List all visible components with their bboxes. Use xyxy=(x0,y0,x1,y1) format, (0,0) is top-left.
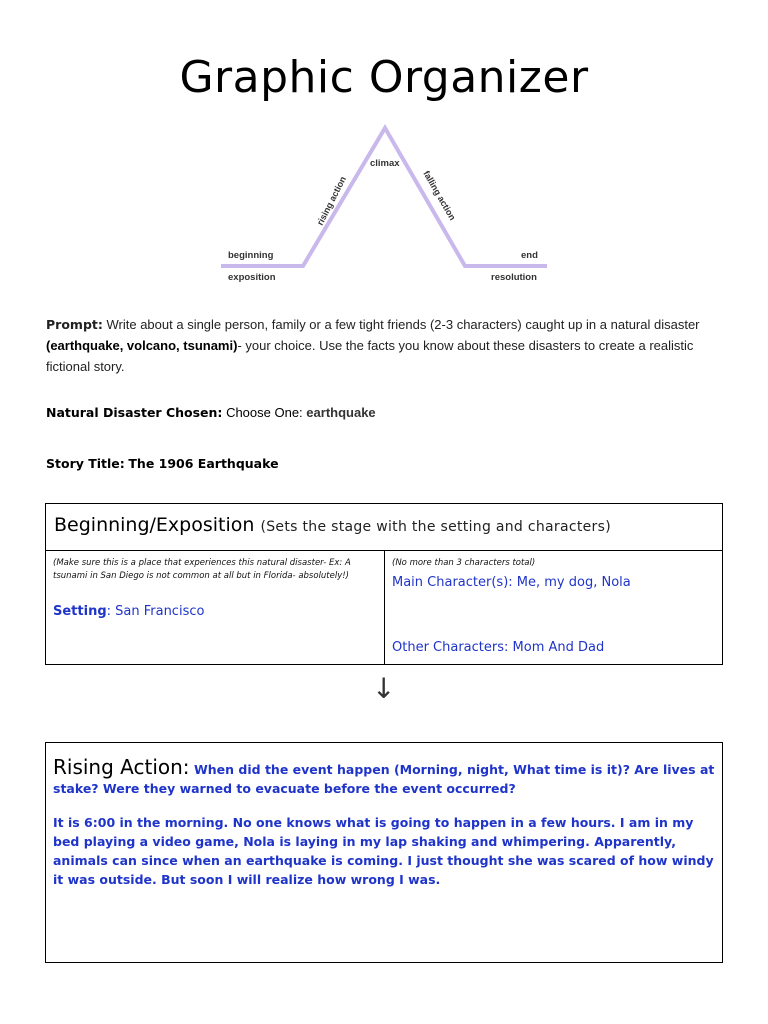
exposition-label: exposition xyxy=(228,272,276,283)
climax-label: climax xyxy=(370,158,400,169)
characters-cell xyxy=(385,551,722,664)
rising-action-content xyxy=(53,755,717,889)
beginning-subheading: (Sets the stage with the setting and characters) xyxy=(260,519,611,535)
characters-note: (No more than 3 characters total) xyxy=(392,558,536,568)
page-title: Graphic Organizer xyxy=(179,52,589,103)
beginning-heading: Beginning/Exposition xyxy=(54,514,255,536)
prompt-bold-options: (earthquake, volcano, tsunami) xyxy=(46,338,238,353)
resolution-label: resolution xyxy=(491,272,537,283)
other-characters-label: Other Characters: xyxy=(392,640,509,655)
story-title-line xyxy=(46,456,279,471)
setting-label: Setting xyxy=(53,604,107,619)
main-characters-value: Me, my dog, Nola xyxy=(512,575,631,590)
setting-cell xyxy=(46,551,385,664)
down-arrow-icon: ↓ xyxy=(372,672,396,705)
prompt-text-2: - your choice. Use the facts you know about these disasters to create a realistic fictional story. xyxy=(46,338,694,374)
beginning-heading-line xyxy=(54,514,611,536)
natural-disaster-value: earthquake xyxy=(306,405,376,420)
other-characters-line xyxy=(392,640,604,655)
rising-action-question: When did the event happen (Morning, night, What time is it)? Are lives at stake? Were they warned to evacuate before the event occurred? xyxy=(53,762,715,796)
rising-action-box xyxy=(45,742,723,963)
natural-disaster-choose: Choose One: xyxy=(226,405,303,420)
prompt-text-1: Write about a single person, family or a few tight friends (2-3 characters) caught up in a natural disaster xyxy=(106,317,700,332)
plot-line xyxy=(221,128,547,266)
setting-note: (Make sure this is a place that experiences this natural disaster- Ex: A tsunami in San Diego is not common at all but in Florida- absolutely!) xyxy=(53,558,351,581)
rising-action-heading: Rising Action: xyxy=(53,755,190,779)
setting-value: : San Francisco xyxy=(106,604,205,619)
main-characters-label: Main Character(s): xyxy=(392,575,513,590)
prompt-paragraph xyxy=(46,314,726,377)
rising-action-question-block xyxy=(53,755,717,798)
setting-line xyxy=(53,604,204,619)
prompt-label: Prompt: xyxy=(46,317,103,332)
plot-diagram xyxy=(215,118,555,288)
natural-disaster-label: Natural Disaster Chosen: xyxy=(46,405,223,420)
story-title-label: Story Title: xyxy=(46,456,125,471)
story-title-value: The 1906 Earthquake xyxy=(128,456,279,471)
beginning-label: beginning xyxy=(228,250,274,261)
beginning-exposition-box xyxy=(45,503,723,665)
main-characters-line xyxy=(392,575,631,590)
end-label: end xyxy=(521,250,538,261)
natural-disaster-line xyxy=(46,405,376,420)
rising-action-label: rising action xyxy=(314,174,349,227)
falling-action-label: falling action xyxy=(421,169,458,223)
other-characters-value: Mom And Dad xyxy=(508,640,605,655)
rising-action-answer: It is 6:00 in the morning. No one knows what is going to happen in a few hours. I am in my bed playing a video game, Nola is laying in my lap shaking and whimpering. Apparently, animals can since when an earthquake is coming. I just thought she was scared of how windy it was outside. But soon I will realize how wrong I was. xyxy=(53,815,714,887)
beginning-box-header xyxy=(46,504,722,551)
